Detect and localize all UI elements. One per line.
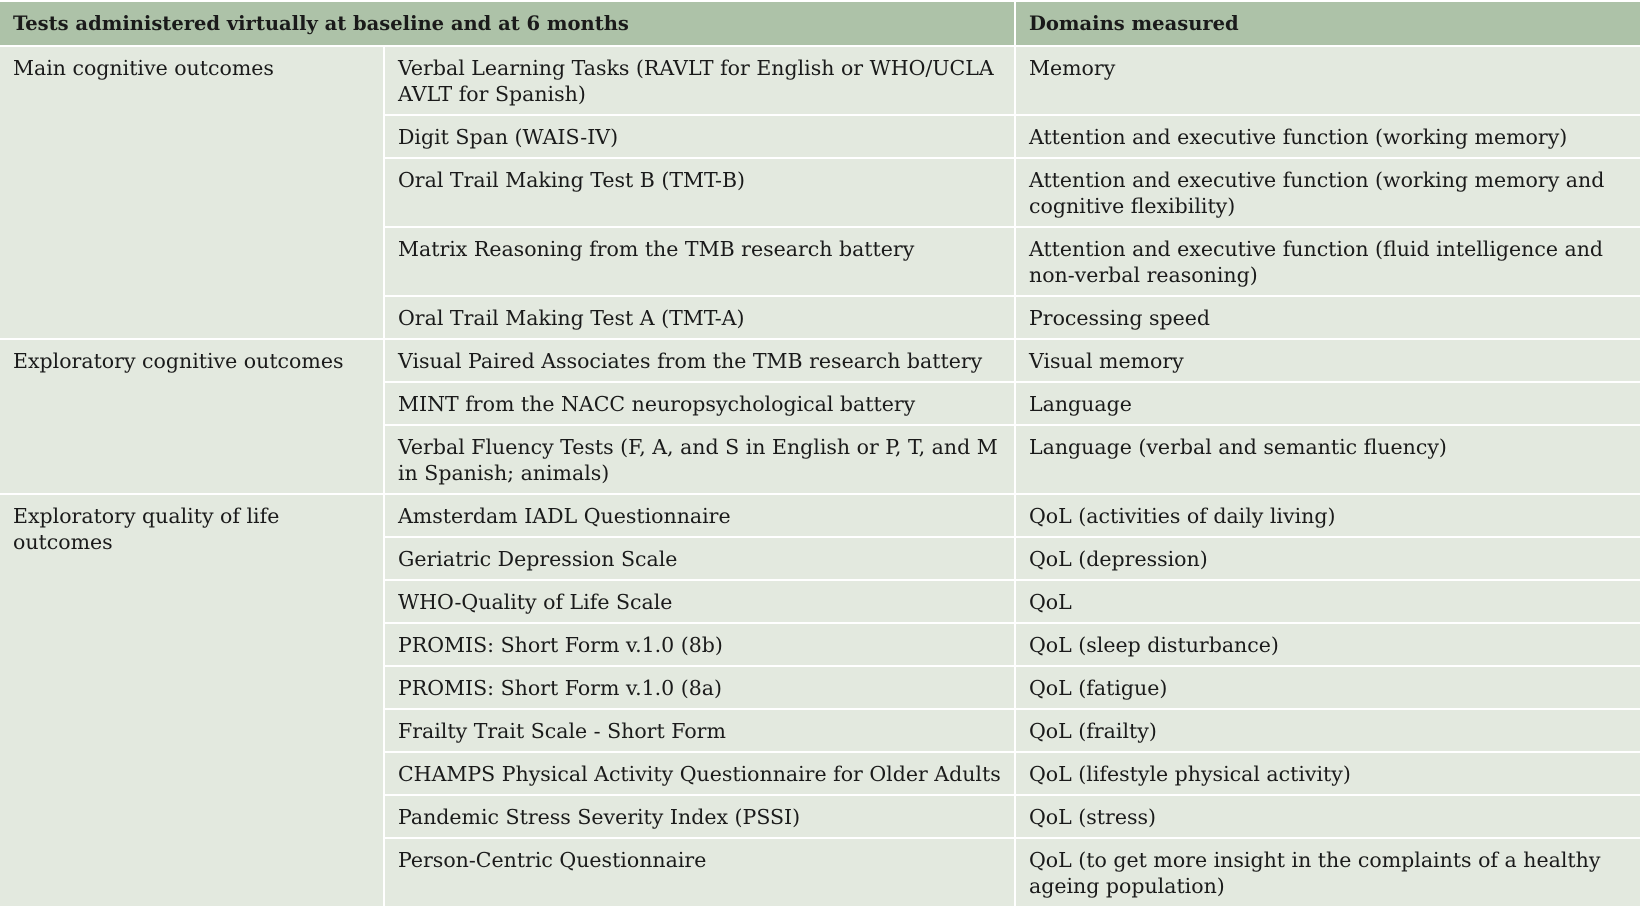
- domain-cell: Memory: [1015, 46, 1640, 115]
- domain-cell: Visual memory: [1015, 339, 1640, 382]
- test-cell: Digit Span (WAIS-IV): [384, 115, 1015, 158]
- test-cell: CHAMPS Physical Activity Questionnaire for Older Adults: [384, 752, 1015, 795]
- table-row: [0, 339, 1640, 382]
- domain-cell: QoL (stress): [1015, 795, 1640, 838]
- test-cell: Geriatric Depression Scale: [384, 537, 1015, 580]
- domain-cell: Attention and executive function (working memory): [1015, 115, 1640, 158]
- test-cell: PROMIS: Short Form v.1.0 (8a): [384, 666, 1015, 709]
- header-domains: Domains measured: [1015, 1, 1640, 46]
- domain-cell: QoL (lifestyle physical activity): [1015, 752, 1640, 795]
- test-cell: Person-Centric Questionnaire: [384, 838, 1015, 907]
- domain-cell: Language (verbal and semantic fluency): [1015, 425, 1640, 494]
- test-cell: Matrix Reasoning from the TMB research battery: [384, 227, 1015, 296]
- domain-cell: QoL (frailty): [1015, 709, 1640, 752]
- test-cell: PROMIS: Short Form v.1.0 (8b): [384, 623, 1015, 666]
- test-cell: Verbal Fluency Tests (F, A, and S in English or P, T, and M in Spanish; animals): [384, 425, 1015, 494]
- domain-cell: Attention and executive function (fluid intelligence and non-verbal reasoning): [1015, 227, 1640, 296]
- domain-cell: Language: [1015, 382, 1640, 425]
- domain-cell: QoL (activities of daily living): [1015, 494, 1640, 537]
- domain-cell: QoL (to get more insight in the complaints of a healthy ageing population): [1015, 838, 1640, 907]
- domain-cell: QoL: [1015, 580, 1640, 623]
- test-cell: MINT from the NACC neuropsychological battery: [384, 382, 1015, 425]
- table-row: [0, 46, 1640, 115]
- table-header-row: [0, 1, 1640, 46]
- test-cell: WHO-Quality of Life Scale: [384, 580, 1015, 623]
- domain-cell: Processing speed: [1015, 296, 1640, 339]
- domain-cell: Attention and executive function (working memory and cognitive flexibility): [1015, 158, 1640, 227]
- test-cell: Oral Trail Making Test A (TMT-A): [384, 296, 1015, 339]
- domain-cell: QoL (depression): [1015, 537, 1640, 580]
- test-cell: Pandemic Stress Severity Index (PSSI): [384, 795, 1015, 838]
- domain-cell: QoL (sleep disturbance): [1015, 623, 1640, 666]
- group-label: Exploratory cognitive outcomes: [0, 339, 384, 494]
- domain-cell: QoL (fatigue): [1015, 666, 1640, 709]
- group-label: Main cognitive outcomes: [0, 46, 384, 339]
- test-cell: Frailty Trait Scale - Short Form: [384, 709, 1015, 752]
- test-cell: Amsterdam IADL Questionnaire: [384, 494, 1015, 537]
- group-label: Exploratory quality of life outcomes: [0, 494, 384, 907]
- header-tests: Tests administered virtually at baseline and at 6 months: [0, 1, 1015, 46]
- table-row: [0, 494, 1640, 537]
- test-cell: Visual Paired Associates from the TMB research battery: [384, 339, 1015, 382]
- test-cell: Verbal Learning Tasks (RAVLT for English or WHO/UCLA AVLT for Spanish): [384, 46, 1015, 115]
- test-cell: Oral Trail Making Test B (TMT-B): [384, 158, 1015, 227]
